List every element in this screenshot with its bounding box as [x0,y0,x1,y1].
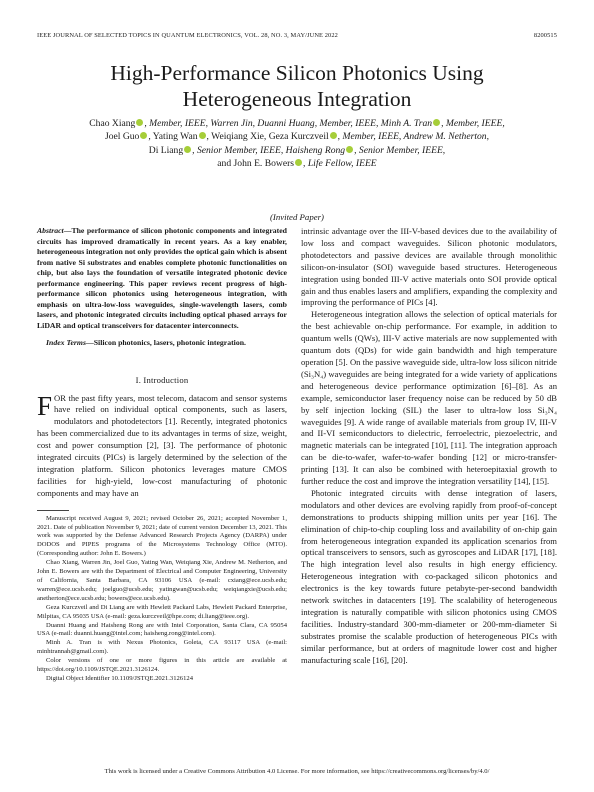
author-line-3 [37,144,557,157]
author-name: and John E. Bowers [217,157,295,169]
left-column [37,226,287,684]
intro-paragraph [37,390,287,500]
orcid-icon[interactable] [136,119,143,126]
author-affil: , Member, IEEE, [441,118,505,129]
footnote-affiliation-nexus: Minh A. Tran is with Nexus Photonics, Goleta, CA 93117 USA (e-mail: minhtrannah@gmail.com). [37,639,287,656]
title-line-1: High-Performance Silicon Photonics Using [110,61,484,85]
orcid-icon[interactable] [140,132,147,139]
section-heading: I. Introduction [135,374,189,385]
body-paragraph: Photonic integrated circuits with dense integration of lasers, modulators and other devices are evolving rapidly from proof-of-concept demonstrations to products shipping million units per year [16]. The elimination of chip-to-chip coupling loss and availability of on-chip gain from heterogeneous integration expanded its application scenarios from optical transceivers to sensors, such as gyroscopes and LiDAR [17], [18]. The high integration level also results in high energy efficiency. Heterogeneous integration with co-packaged silicon photonics and electronics is the key towards future petabyte-per-second bandwidth network switches in datacenters [19]. The scalability of heterogeneous integration is naturally compatible with silicon photonics using CMOS facilities. Industry-standard 300-mm-diameter or 200-mm-diameter Si substrates promise the scalable production of heterogeneous PICs with similar performance, but at orders of magnitude lower cost and higher manufacturing scale [16], [20]. [301,487,557,665]
title-line-2: Heterogeneous Integration [182,87,412,111]
author-name: Chao Xiang [89,118,136,129]
author-name: Di Liang [148,144,184,156]
abstract-text: —The performance of silicon photonic components and integrated circuits has improved dramatically in recent years. As a key enabler, heterogeneous integration not only provides the optical gain which is absent from native Si substrates and enables complete photonic functionalities on chip, but also lays the foundation of versatile integrated photonic device performance engineering. This paper reviews recent progress of high-performance silicon photonics using heterogeneous integration, with emphasis on ultra-low-loss waveguides, single-wavelength lasers, comb lasers, and photonic integrated circuits including optical phased arrays for LiDAR and optical transceivers for datacenter interconnects. [37,226,287,330]
orcid-icon[interactable] [346,146,353,153]
journal-header: IEEE JOURNAL OF SELECTED TOPICS IN QUANTUM ELECTRONICS, VOL. 28, NO. 3, MAY/JUNE 2022 [37,32,338,39]
author-affil: , Member, IEEE, Warren Jin, Duanni Huang, Member, IEEE, Minh A. Tran [144,118,433,129]
invited-paper-note: (Invited Paper) [270,212,324,222]
paper-title [37,60,557,112]
license-footer: This work is licensed under a Creative Commons Attribution 4.0 License. For more information, see https://creativecommons.org/licenses/by/4.0/ [104,768,490,775]
author-affil: , Member, IEEE, Andrew M. Netherton, [337,131,489,143]
footnote-rule [37,510,69,511]
author-line-4 [37,157,557,170]
footnote-affiliation-ucsb: Chao Xiang, Warren Jin, Joel Guo, Yating Wan, Weiqiang Xie, Andrew M. Netherton, and John E. Bowers are with the Department of Electrical and Computer Engineering, University of California, Santa Barbara, CA 93106 USA (e-mail: cxiang@ece.ucsb.edu; warren@ece.ucsb.edu; joelguo@ucsb.edu; yatingwan@ucsb.edu; weiqiangxie@ucsb.edu; anetherton@ece.ucsb.edu; bowers@ece.ucsb.edu). [37,559,287,602]
drop-cap: F [37,390,53,421]
orcid-icon[interactable] [199,132,206,139]
orcid-icon[interactable] [184,146,191,153]
author-name: Joel Guo [104,131,140,143]
footnote-color-versions: Color versions of one or more figures in this article are available at https://doi.org/10.1109/JSTQE.2021.3126124. [37,657,287,674]
body-paragraph: Heterogeneous integration allows the selection of optical materials for the best achievable on-chip performance. For example, in addition to quantum wells (QWs), III-V active materials are now supplemented with quantum dots (QDs) for wide gain bandwidth and high temperature operation [5]. On the passive waveguide side, ultra-low loss silicon nitride (Si₃N₄) waveguides are being integrated for a wide variety of applications and heterogeneous device performance optimization [6]–[8]. As an example, semiconductor laser frequency noise can be reduced by 50 dB by self injection locking (SIL) the laser to ultra-low loss Si₃N₄ waveguides [9]. A wide range of available materials from group IV, III-V and II-VI semiconductors to dielectric, ferroelectric, piezoelectric, and magnetic materials can be integrated [10], [11]. The integration approach can be die-to-wafer, wafer-to-wafer bonding [12] or micro-transfer-printing [13]. It can also be combined with heteroepitaxial growth to further reduce the cost and improve the integration versatility [14], [15]. [301,309,557,487]
intro-text: OR the past fifty years, most telecom, datacom and sensor systems have relied on individual optical components, such as lasers, modulators and photodetectors [1]. Recently, integrated photonics has been commercialized due to its advantages in terms of size, weight, cost and power consumption [2], [3]. The performance of photonic integrated circuits (PICs) is largely determined by the selection of the integration platform. Silicon photonics leverages mature CMOS facilities for high-yield, low-cost manufacturing of photonic components and may have an [37,392,287,498]
author-name: , Yating Wan [148,131,198,143]
index-terms-label: Index Terms [46,338,86,347]
abstract [37,226,287,331]
footnote-doi: Digital Object Identifier 10.1109/JSTQE.2021.3126124 [46,674,193,682]
footnote-manuscript: Manuscript received August 9, 2021; revised October 26, 2021; accepted November 1, 2021. Date of publication November 9, 2021; date of current version December 13, 2021. This work was supported by the Defense Advanced Research Projects Agency (DARPA) under DODOS and PIPES programs of the Microsystems Technology Office (MTO). (Corresponding author: John E. Bowers.) [37,514,287,558]
footnote-affiliation-intel: Duanni Huang and Haisheng Rong are with Intel Corporation, Santa Clara, CA 95054 USA (e-mail: duanni.huang@intel.com; haisheng.rong@intel.com). [37,621,287,638]
author-affil: , Life Fellow, IEEE [303,157,377,169]
body-paragraph: intrinsic advantage over the III-V-based devices due to the availability of low loss and compact waveguides. Silicon photonic modulators, photodetectors and passive devices are available through monolithic silicon-on-insulator (SOI) waveguide based structures. Heterogeneous integration using bonded III-V active materials onto SOI provide optical gain and thus enables lasers and amplifiers, expanding the complexity and improving the performance of PICs [4]. [301,226,557,308]
index-terms [37,338,287,349]
author-affil: , Senior Member, IEEE, [354,144,446,156]
author-line-2 [37,130,557,143]
author-list [37,117,557,170]
author-name: , Weiqiang Xie, Geza Kurczveil [206,131,329,143]
orcid-icon[interactable] [330,132,337,139]
author-affil: , Senior Member, IEEE, Haisheng Rong [192,144,346,156]
running-header [37,32,557,42]
abstract-label: Abstract [37,226,64,235]
orcid-icon[interactable] [433,119,440,126]
footnote-affiliation-hpe: Geza Kurczveil and Di Liang are with Hewlett Packard Labs, Hewlett Packard Enterprise, Milpitas, CA 95035 USA (e-mail: geza.kurczveil@hpe.com; di.liang@ieee.org). [37,603,287,620]
page-number: 8200515 [533,32,557,39]
orcid-icon[interactable] [295,159,302,166]
index-terms-text: —Silicon photonics, lasers, photonic integration. [85,338,246,347]
right-column [301,226,557,667]
author-line-1 [37,117,557,130]
